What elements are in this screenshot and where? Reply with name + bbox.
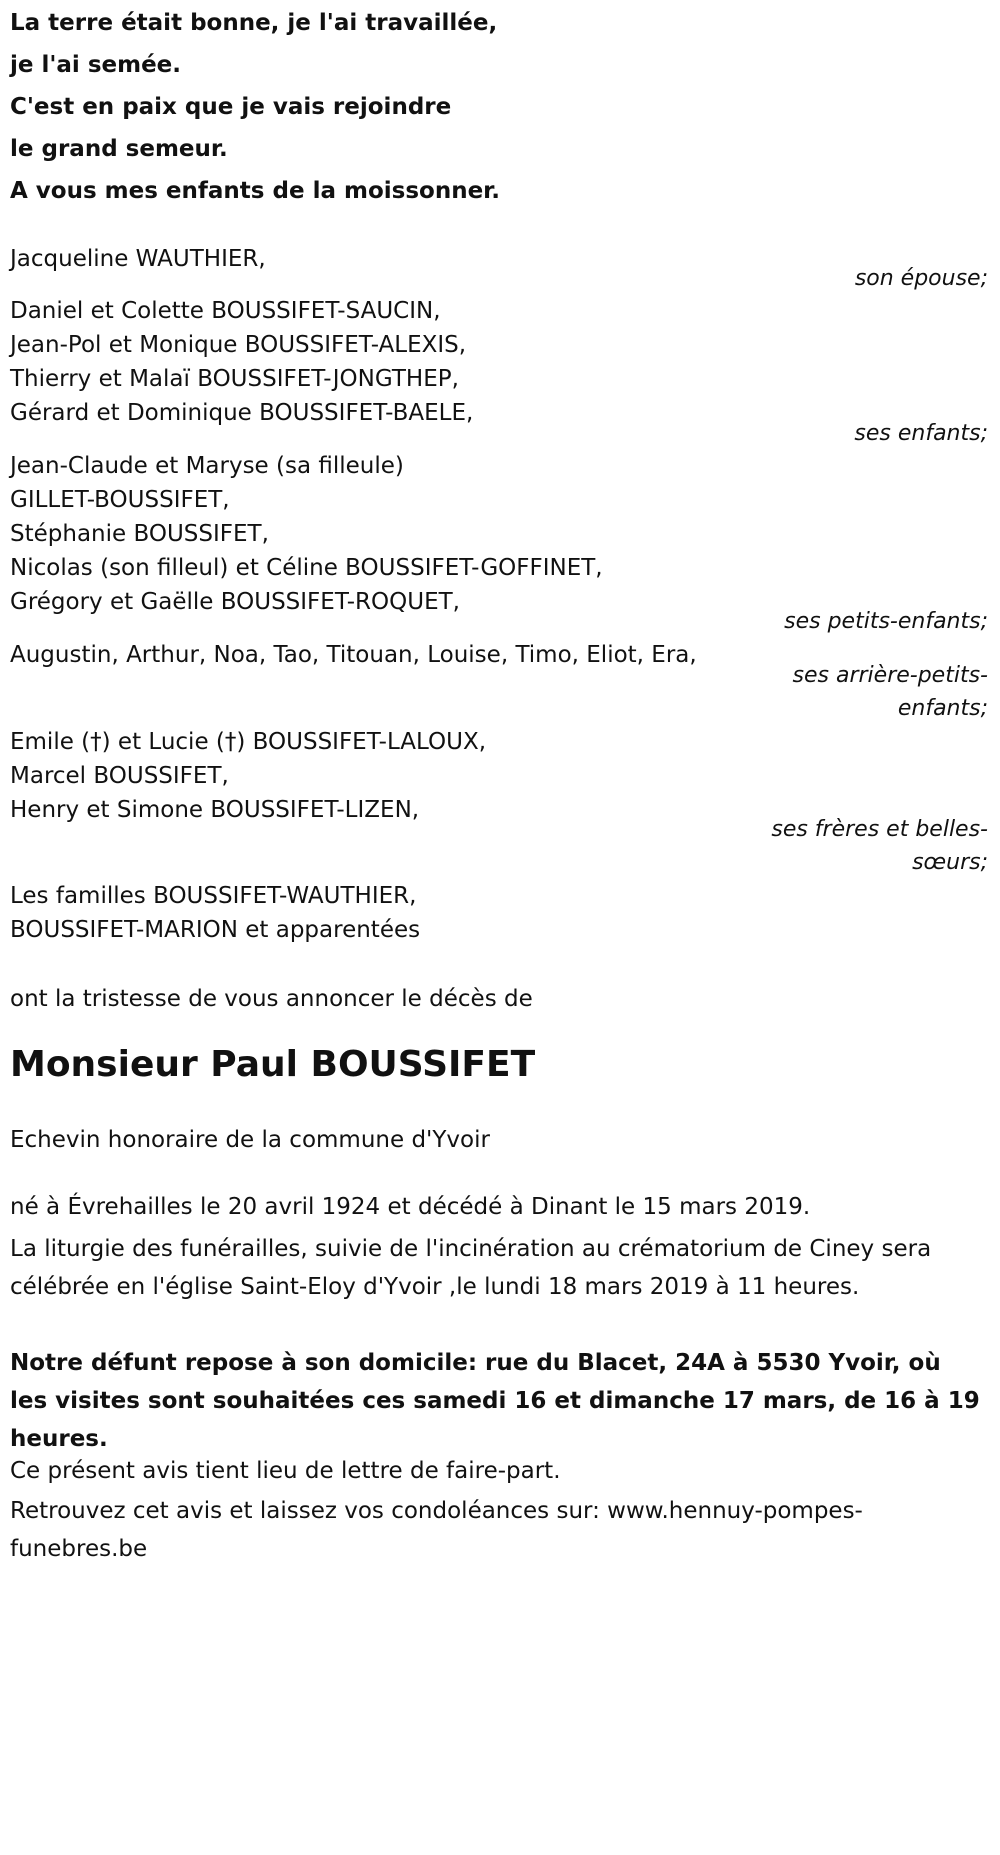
birth-death-text: né à Évrehailles le 20 avril 1924 et décédé à Dinant le 15 mars 2019.: [10, 1194, 811, 1220]
grandchild-name: Grégory et Gaëlle BOUSSIFET-ROQUET,: [10, 589, 460, 615]
announcement-text: ont la tristesse de vous annoncer le décès de: [10, 986, 533, 1012]
poem-line-1: La terre était bonne, je l'ai travaillée,: [10, 10, 498, 36]
child-name: Thierry et Malaï BOUSSIFET-JONGTHEP,: [10, 366, 459, 392]
grandchild-name: GILLET-BOUSSIFET,: [10, 487, 230, 513]
great-grandchildren-role-line-1: ses arrière-petits-: [792, 663, 988, 688]
families-line-2: BOUSSIFET-MARION et apparentées: [10, 917, 421, 943]
child-name: Jean-Pol et Monique BOUSSIFET-ALEXIS,: [10, 332, 467, 358]
sibling-name: Emile (†) et Lucie (†) BOUSSIFET-LALOUX,: [10, 729, 487, 755]
sibling-name: Marcel BOUSSIFET,: [10, 763, 229, 789]
notice-text: Ce présent avis tient lieu de lettre de faire-part.: [10, 1458, 561, 1484]
great-grandchildren-role-line-2: enfants;: [897, 696, 988, 721]
spouse-role: son épouse;: [854, 266, 988, 291]
spouse-name: Jacqueline WAUTHIER,: [10, 246, 266, 272]
children-role: ses enfants;: [854, 421, 988, 446]
siblings-role-line-1: ses frères et belles-: [771, 817, 988, 842]
poem-line-3: C'est en paix que je vais rejoindre: [10, 94, 452, 120]
deceased-name: Monsieur Paul BOUSSIFET: [10, 1044, 536, 1085]
visit-text: Notre défunt repose à son domicile: rue du Blacet, 24A à 5530 Yvoir, où les visites sont souhaitées ces samedi 16 et dimanche 17 mars, de 16 à 19 heures.: [10, 1350, 980, 1452]
poem-line-2: je l'ai semée.: [10, 52, 182, 78]
deceased-function: Echevin honoraire de la commune d'Yvoir: [10, 1127, 490, 1153]
sibling-name: Henry et Simone BOUSSIFET-LIZEN,: [10, 797, 420, 823]
grandchildren-role: ses petits-enfants;: [784, 609, 988, 634]
poem-line-5: A vous mes enfants de la moissonner.: [10, 178, 500, 204]
grandchild-name: Stéphanie BOUSSIFET,: [10, 521, 269, 547]
siblings-role-line-2: sœurs;: [912, 850, 988, 875]
condolences-text: Retrouvez cet avis et laissez vos condoléances sur: www.hennuy-pompes-funebres.be: [10, 1498, 863, 1562]
grandchild-name: Jean-Claude et Maryse (sa filleule): [10, 453, 404, 479]
poem-line-4: le grand semeur.: [10, 136, 228, 162]
great-grandchildren-names: Augustin, Arthur, Noa, Tao, Titouan, Louise, Timo, Eliot, Era,: [10, 642, 697, 668]
grandchild-name: Nicolas (son filleul) et Céline BOUSSIFET-GOFFINET,: [10, 555, 603, 581]
child-name: Gérard et Dominique BOUSSIFET-BAELE,: [10, 400, 474, 426]
child-name: Daniel et Colette BOUSSIFET-SAUCIN,: [10, 298, 441, 324]
liturgy-text: La liturgie des funérailles, suivie de l'incinération au crématorium de Ciney sera célébrée en l'église Saint-Eloy d'Yvoir ,le lundi 18 mars 2019 à 11 heures.: [10, 1236, 932, 1300]
families-line-1: Les familles BOUSSIFET-WAUTHIER,: [10, 883, 417, 909]
